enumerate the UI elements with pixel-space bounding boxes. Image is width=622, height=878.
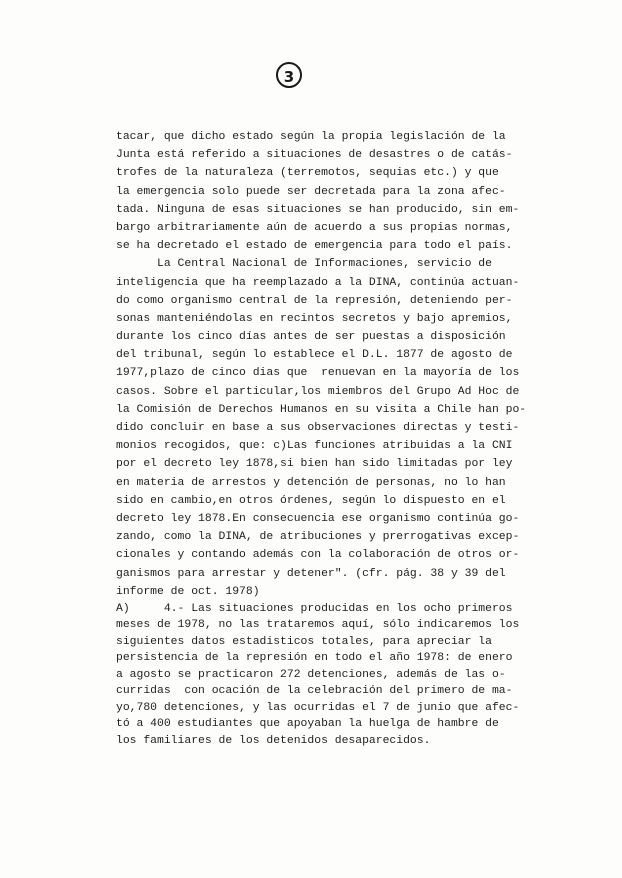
text-line: los familiares de los detenidos desaparecidos. (116, 734, 431, 747)
text-line: Junta está referido a situaciones de desastres o de catás- (116, 149, 513, 162)
text-line: durante los cinco días antes de ser puestas a disposición (116, 331, 506, 344)
text-line: ganismos para arrestar y detener". (cfr. pág. 38 y 39 del (116, 567, 506, 580)
text-line: do como organismo central de la represión, deteniendo per- (116, 294, 513, 307)
text-line: bargo arbitrariamente aún de acuerdo a sus propias normas, (116, 221, 513, 234)
text-line: del tribunal, según lo establece el D.L. 1877 de agosto de (116, 349, 513, 362)
text-line: meses de 1978, no las trataremos aquí, sólo indicaremos los (116, 619, 520, 632)
text-line: sonas manteniéndolas en recintos secretos y bajo apremios, (116, 312, 513, 325)
text-line: monios recogidos, que: c)Las funciones atribuidas a la CNI (116, 440, 513, 453)
text-line: La Central Nacional de Informaciones, servicio de (116, 258, 492, 271)
text-line: por el decreto ley 1878,si bien han sido limitadas por ley (116, 458, 513, 471)
text-line: se ha decretado el estado de emergencia para todo el país. (116, 240, 513, 253)
text-line: en materia de arrestos y detención de personas, no lo han (116, 476, 506, 489)
text-line: tacar, que dicho estado según la propia legislación de la (116, 131, 506, 143)
text-line: persistencia de la represión en todo el año 1978: de enero (116, 652, 513, 665)
text-line: tó a 400 estudiantes que apoyaban la huelga de hambre de (116, 718, 499, 731)
text-line: 1977,plazo de cinco dias que renuevan en la mayoría de los (116, 367, 520, 380)
text-line: decreto ley 1878.En consecuencia ese organismo continúa go- (116, 512, 520, 525)
text-line: informe de oct. 1978) (116, 585, 260, 598)
body-text (116, 128, 546, 749)
text-line: inteligencia que ha reemplazado a la DINA, continúa actuan- (116, 276, 520, 289)
text-line: sido en cambio,en otros órdenes, según lo dispuesto en el (116, 494, 506, 507)
text-line: A) 4.- Las situaciones producidas en los ocho primeros (116, 602, 513, 615)
text-line: cionales y contando además con la colaboración de otros or- (116, 549, 520, 562)
text-line: siguientes datos estadisticos totales, para apreciar la (116, 635, 492, 648)
text-line: la Comisión de Derechos Humanos en su visita a Chile han po- (116, 403, 527, 416)
text-line: trofes de la naturaleza (terremotos, sequias etc.) y que (116, 167, 499, 180)
text-line: curridas con ocación de la celebración del primero de ma- (116, 685, 513, 698)
text-line: la emergencia solo puede ser decretada para la zona afec- (116, 185, 506, 198)
text-line: casos. Sobre el particular,los miembros del Grupo Ad Hoc de (116, 385, 520, 398)
text-line: zando, como la DINA, de atribuciones y prerrogativas excep- (116, 531, 520, 544)
text-line: a agosto se practicaron 272 detenciones, además de las o- (116, 668, 506, 681)
page-number: 3 (276, 62, 302, 88)
text-line: dido concluir en base a sus observaciones directas y testi- (116, 422, 520, 434)
text-line: tada. Ninguna de esas situaciones se han producido, sin em- (116, 203, 520, 216)
text-line: yo,780 detenciones, y las ocurridas el 7 de junio que afec- (116, 701, 520, 714)
